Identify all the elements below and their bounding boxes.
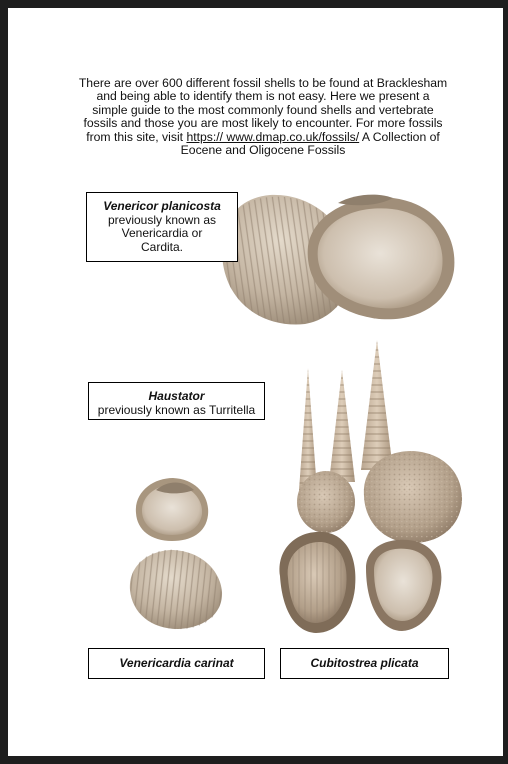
haustator-spire-left xyxy=(299,368,317,490)
plicata-round-valve-left xyxy=(297,471,355,533)
haustator-label-box xyxy=(88,382,265,420)
venericor-name: Venericor planicosta xyxy=(103,199,221,213)
intro-text: There are over 600 different fossil shells to be found at Bracklesham and being able to identify them is not easy. Here we present a simple guide to the most commonly found shells and vertebrate fossils and those you are most likely to encounter. For more fossils from this site, visit xyxy=(78,76,448,144)
carinat-interior-valve xyxy=(136,478,208,541)
document-page xyxy=(8,8,503,756)
venericor-line3: Cardita. xyxy=(140,239,184,254)
venericor-line1: previously known as xyxy=(107,212,217,227)
plicata-lower-valve-right xyxy=(366,540,441,631)
fossils-link[interactable]: https:// www.dmap.co.uk/fossils/ xyxy=(186,129,360,144)
plicata-lower-valve-left xyxy=(280,532,356,633)
plicata-label-box xyxy=(280,648,449,679)
carinat-name: Venericardia carinat xyxy=(119,656,234,670)
venericor-label-box xyxy=(86,192,238,262)
plicata-name: Cubitostrea plicata xyxy=(310,656,419,670)
haustator-line1: previously known as Turritella xyxy=(97,402,256,417)
haustator-spire-middle xyxy=(329,370,355,482)
plicata-round-valve-right xyxy=(364,451,462,543)
carinat-label-box xyxy=(88,648,265,679)
intro-after-link: A Collection of Eocene and Oligocene Fossils xyxy=(180,129,440,158)
haustator-spire-right xyxy=(361,340,393,470)
venericor-line2: Venericardia or xyxy=(121,226,203,240)
haustator-name: Haustator xyxy=(148,389,205,403)
carinat-ribbed-valve xyxy=(126,545,226,633)
